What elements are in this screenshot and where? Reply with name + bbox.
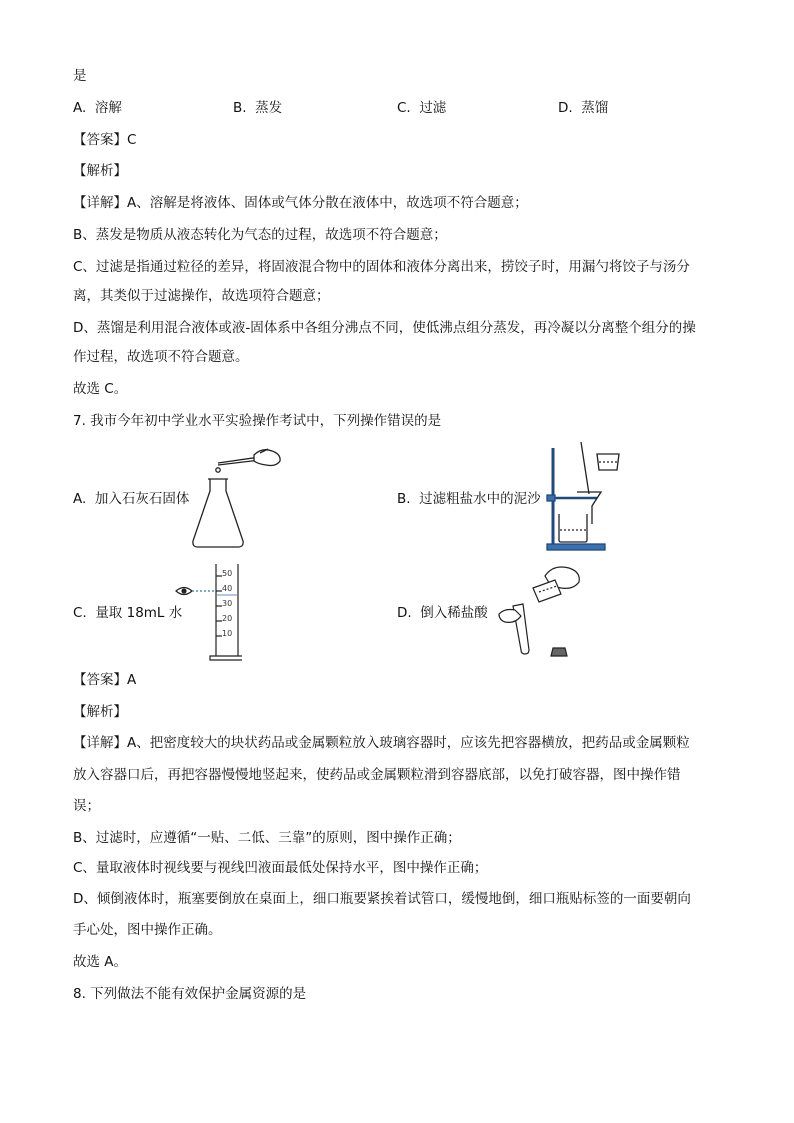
q6-detail-line: D、蒸馏是利用混合液体或液-固体系中各组分沸点不同，使低沸点组分蒸发，再冷凝以分离整个组分的操 <box>73 320 696 336</box>
q6-answer <box>73 131 136 149</box>
q6-detail-line: 作过程，故选项不符合题意。 <box>73 349 249 365</box>
option-letter: C. <box>73 605 87 621</box>
flask-tweezers-figure <box>188 443 283 551</box>
q6-detail-line: 离，其类似于过滤操作，故选项符合题意； <box>73 288 330 304</box>
option-letter: B. <box>233 100 247 116</box>
q6-conclusion: 故选 C。 <box>73 381 128 397</box>
q6-detail-line: 【详解】A、溶解是将液体、固体或气体分散在液体中，故选项不符合题意； <box>73 195 528 211</box>
q7-conclusion: 故选 A。 <box>73 954 128 970</box>
q6-option-d <box>558 99 608 117</box>
q7-detail-line: 手心处，图中操作正确。 <box>73 922 222 938</box>
q7-detail-line: B、过滤时，应遵循“一贴、二低、三靠”的原则，图中操作正确； <box>73 830 461 846</box>
answer-tag: 【答案】 <box>73 132 127 148</box>
option-text: 蒸馏 <box>581 100 609 116</box>
q7-option-d <box>397 604 488 622</box>
option-text: 过滤粗盐水中的泥沙 <box>419 491 541 507</box>
q6-stem-tail: 是 <box>73 68 87 84</box>
option-letter: C. <box>397 100 411 116</box>
answer-value: C <box>127 132 137 148</box>
q6-option-b <box>233 99 282 117</box>
pouring-liquid-figure <box>495 562 590 660</box>
q7-option-c <box>73 604 182 622</box>
cylinder-tick-label: 50 <box>222 569 233 578</box>
q7-stem: 7. 我市今年初中学业水平实验操作考试中，下列操作错误的是 <box>73 413 442 429</box>
answer-tag: 【答案】 <box>73 672 127 688</box>
q6-option-a <box>73 99 122 117</box>
cylinder-tick-label: 40 <box>222 584 233 593</box>
q7-detail-line: 【详解】A、把密度较大的块状药品或金属颗粒放入玻璃容器时，应该先把容器横放，把药品或金属颗粒 <box>73 735 690 751</box>
q6-detail-line: B、蒸发是物质从液态转化为气态的过程，故选项不符合题意； <box>73 227 447 243</box>
q7-option-b <box>397 490 541 508</box>
option-letter: D. <box>558 100 573 116</box>
option-letter: B. <box>397 491 411 507</box>
q7-detail-line: 误； <box>73 798 100 814</box>
option-text: 溶解 <box>94 100 122 116</box>
q7-detail-line: D、倾倒液体时，瓶塞要倒放在桌面上，细口瓶要紧挨着试管口，缓慢地倒，细口瓶贴标签的一面要朝向 <box>73 891 691 907</box>
answer-value: A <box>127 672 137 688</box>
option-letter: A. <box>73 100 87 116</box>
q7-answer <box>73 671 136 689</box>
cylinder-tick-label: 10 <box>222 629 233 638</box>
option-text: 过滤 <box>419 100 447 116</box>
q6-analysis-tag: 【解析】 <box>73 163 127 179</box>
q7-analysis-tag: 【解析】 <box>73 704 127 720</box>
option-letter: D. <box>397 605 412 621</box>
filtration-apparatus-figure <box>537 440 627 555</box>
q6-detail-line: C、过滤是指通过粒径的差异，将固液混合物中的固体和液体分离出来，捞饺子时，用漏勺将饺子与汤分 <box>73 259 690 275</box>
graduated-cylinder-figure <box>172 560 242 663</box>
option-text: 加入石灰石固体 <box>94 491 190 507</box>
q7-detail-line: 放入容器口后，再把容器慢慢地竖起来，使药品或金属颗粒滑到容器底部，以免打破容器，图中操作错 <box>73 767 681 783</box>
option-text: 倒入稀盐酸 <box>420 605 488 621</box>
option-letter: A. <box>73 491 87 507</box>
q8-stem: 8. 下列做法不能有效保护金属资源的是 <box>73 986 307 1002</box>
option-text: 蒸发 <box>255 100 283 116</box>
q6-option-c <box>397 99 446 117</box>
cylinder-tick-label: 20 <box>222 614 233 623</box>
cylinder-tick-label: 30 <box>222 599 233 608</box>
q7-option-a <box>73 490 189 508</box>
option-text: 量取 18mL 水 <box>95 605 183 621</box>
q7-detail-line: C、量取液体时视线要与视线凹液面最低处保持水平，图中操作正确； <box>73 860 488 876</box>
